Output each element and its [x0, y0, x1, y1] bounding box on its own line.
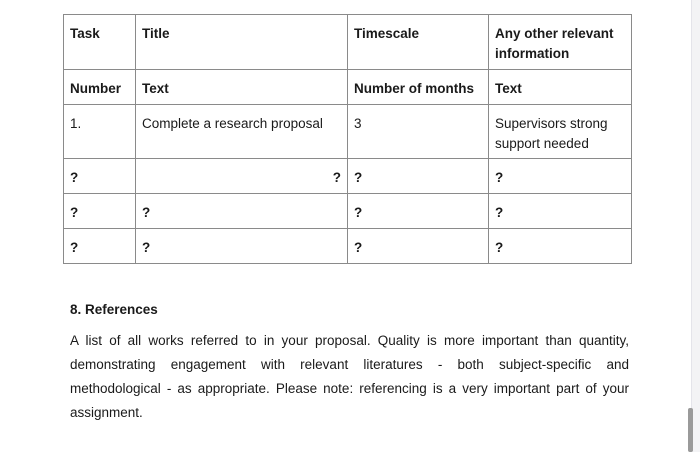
header-task: Task: [64, 15, 136, 70]
table-header-row: [64, 15, 632, 70]
subheader-months: Number of months: [348, 70, 489, 105]
task-number-cell: ?: [64, 194, 136, 229]
task-number-cell: 1.: [64, 105, 136, 159]
months-cell: ?: [348, 194, 489, 229]
header-timescale: Timescale: [348, 15, 489, 70]
info-cell: ?: [489, 194, 632, 229]
table-row: [64, 105, 632, 159]
table-row: [64, 229, 632, 264]
references-heading: 8. References: [70, 302, 158, 317]
title-cell: Complete a research proposal: [136, 105, 348, 159]
table-subheader-row: [64, 70, 632, 105]
info-cell: ?: [489, 229, 632, 264]
title-cell: ?: [136, 229, 348, 264]
project-plan-table: [63, 14, 632, 264]
months-cell: ?: [348, 229, 489, 264]
table-row: [64, 194, 632, 229]
subheader-text: Text: [136, 70, 348, 105]
info-cell: Supervisors strong support needed: [489, 105, 632, 159]
subheader-text: Text: [489, 70, 632, 105]
subheader-number: Number: [64, 70, 136, 105]
task-number-cell: ?: [64, 159, 136, 194]
title-cell: ?: [136, 194, 348, 229]
header-title: Title: [136, 15, 348, 70]
months-cell: 3: [348, 105, 489, 159]
table-row: [64, 159, 632, 194]
info-cell: ?: [489, 159, 632, 194]
header-other-info: Any other relevant information: [489, 15, 632, 70]
task-number-cell: ?: [64, 229, 136, 264]
months-cell: ?: [348, 159, 489, 194]
vertical-scrollbar[interactable]: [691, 0, 700, 452]
title-cell: ?: [136, 159, 348, 194]
references-paragraph: A list of all works referred to in your proposal. Quality is more important than quantity, demonstrating engagement with relevant literatures - both subject-specific and methodological - as appropriate. Please note: referencing is a very important part of your assignment.: [70, 333, 629, 420]
scrollbar-thumb[interactable]: [688, 408, 693, 452]
